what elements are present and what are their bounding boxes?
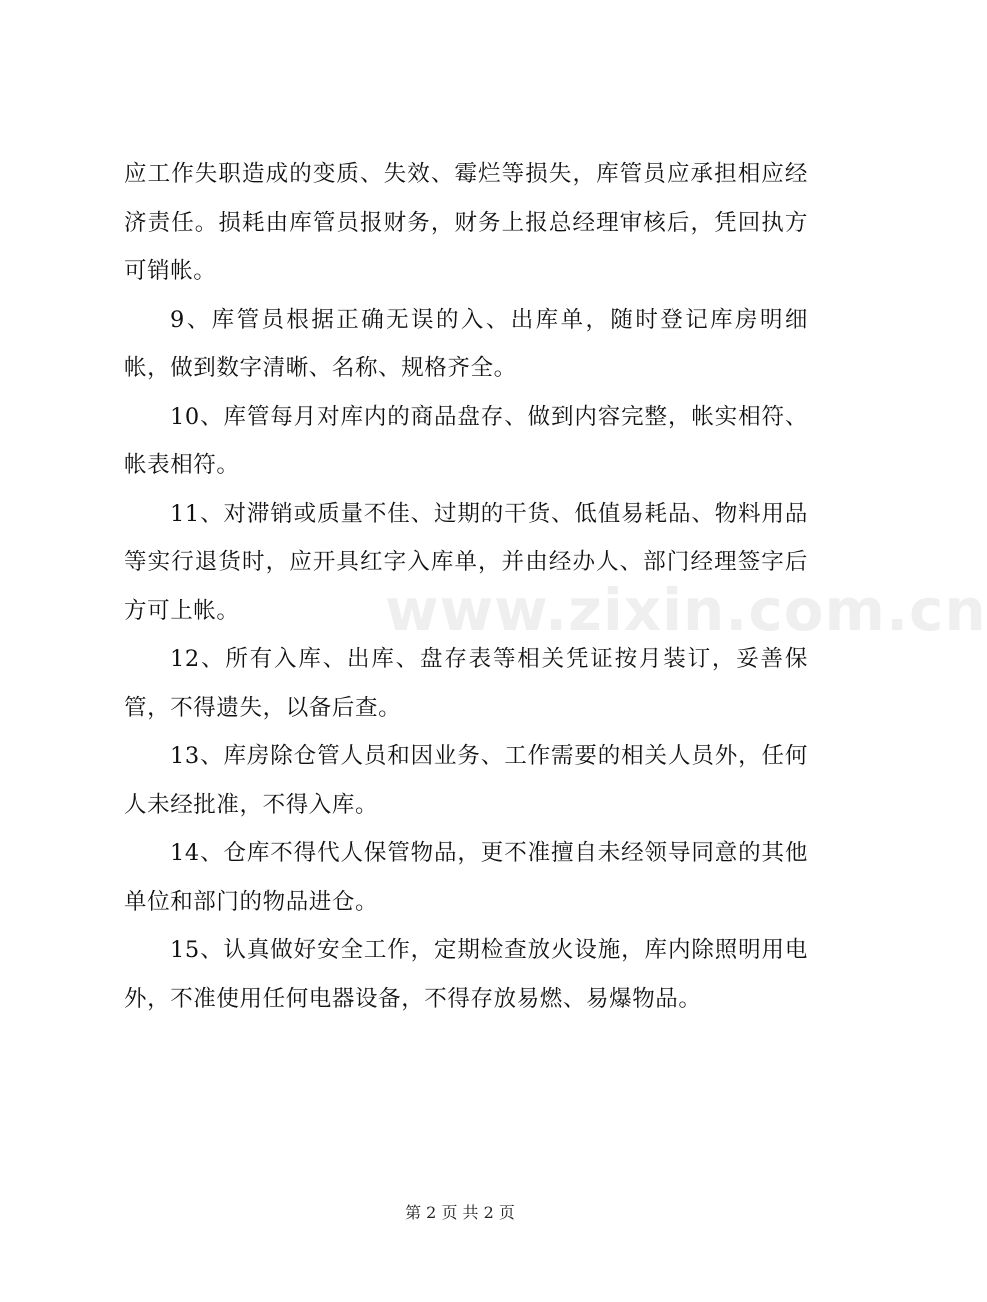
paragraph-item-11: 11、对滞销或质量不佳、过期的干货、低值易耗品、物料用品等实行退货时，应开具红字入库单，并由经办人、部门经理签字后方可上帐。 — [124, 500, 808, 624]
paragraph-item-15: 15、认真做好安全工作，定期检查放火设施，库内除照明用电外，不准使用任何电器设备，不得存放易燃、易爆物品。 — [124, 937, 808, 1012]
paragraph-item-14: 14、仓库不得代人保管物品，更不准擅自未经领导同意的其他单位和部门的物品进仓。 — [124, 840, 808, 915]
watermark: www.zixin.com.cn — [385, 576, 987, 644]
paragraph-item-9: 9、库管员根据正确无误的入、出库单，随时登记库房明细帐，做到数字清晰、名称、规格齐全。 — [124, 306, 808, 381]
paragraph-item-12: 12、所有入库、出库、盘存表等相关凭证按月装订，妥善保管，不得遗失，以备后查。 — [124, 646, 808, 721]
page-footer: 第 2 页 共 2 页 — [405, 1203, 515, 1222]
paragraph-continuation: 应工作失职造成的变质、失效、霉烂等损失，库管员应承担相应经济责任。损耗由库管员报财务，财务上报总经理审核后，凭回执方可销帐。 — [124, 161, 808, 284]
paragraph-item-13: 13、库房除仓管人员和因业务、工作需要的相关人员外，任何人未经批准，不得入库。 — [124, 743, 808, 818]
paragraph-item-10: 10、库管每月对库内的商品盘存、做到内容完整，帐实相符、帐表相符。 — [124, 403, 808, 478]
document-body — [124, 150, 808, 1023]
